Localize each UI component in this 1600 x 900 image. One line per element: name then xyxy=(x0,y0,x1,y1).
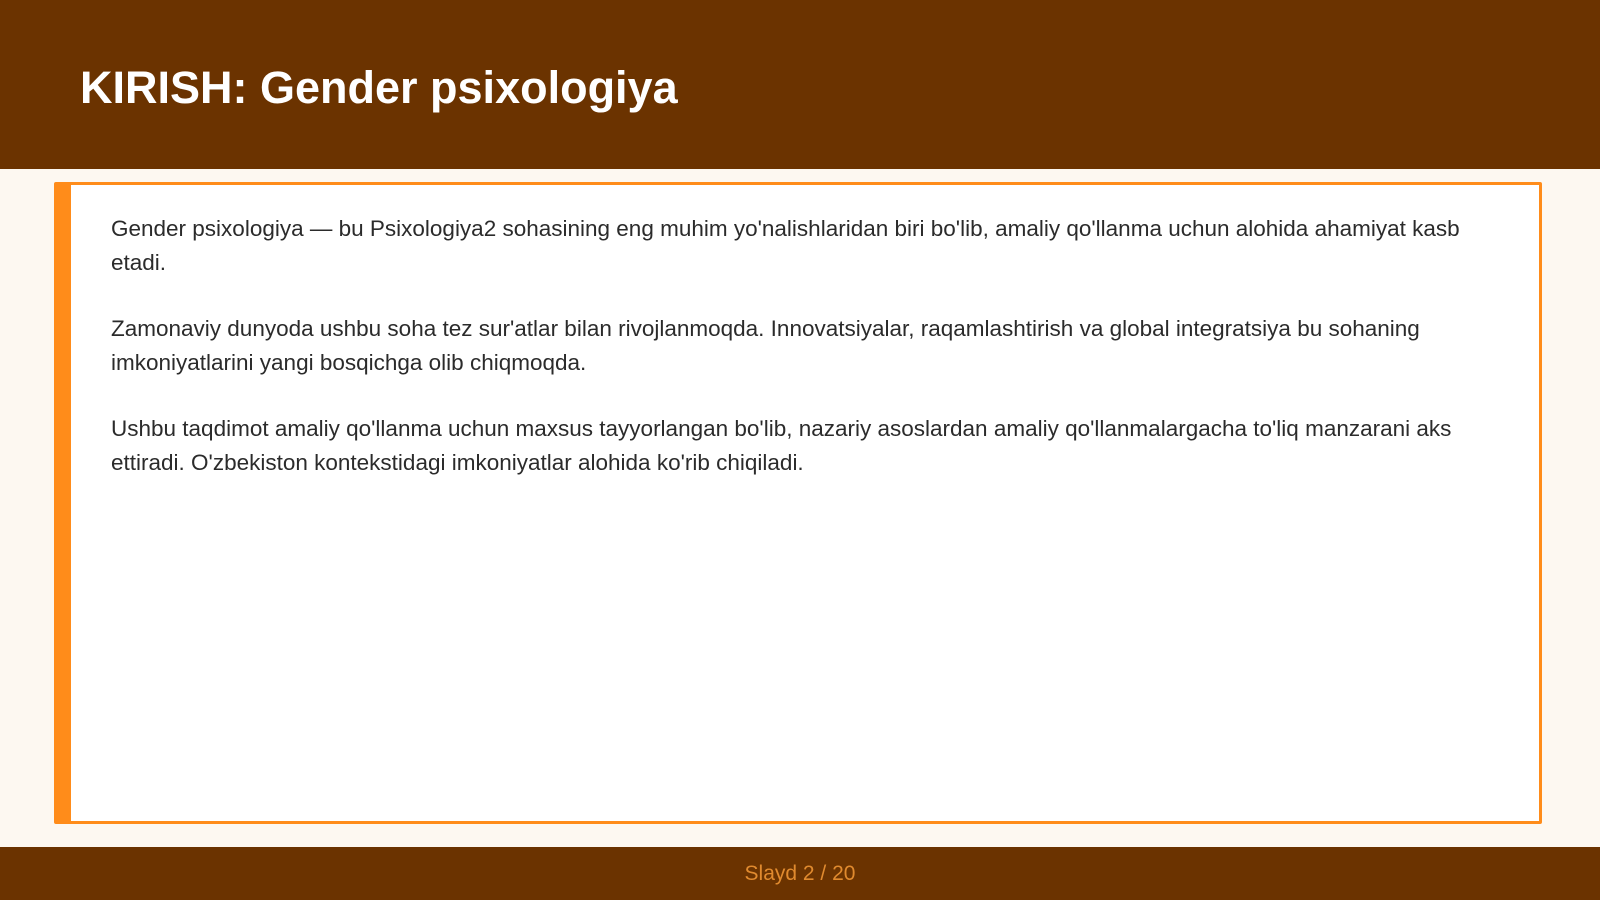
slide-counter: Slayd 2 / 20 xyxy=(744,862,856,885)
paragraph-1: Gender psixologiya — bu Psixologiya2 sohasining eng muhim yo'nalishlaridan biri bo'lib, amaliy qo'llanma uchun alohida ahamiyat kasb etadi. xyxy=(111,216,1460,275)
paragraph-3: Ushbu taqdimot amaliy qo'llanma uchun maxsus tayyorlangan bo'lib, nazariy asoslardan amaliy qo'llanmalargacha to'liq manzarani aks ettiradi. O'zbekiston kontekstidagi imkoniyatlar alohida ko'rib chiqiladi. xyxy=(111,416,1452,475)
slide-header xyxy=(0,0,1600,169)
content-card xyxy=(54,182,1542,824)
paragraph-2: Zamonaviy dunyoda ushbu soha tez sur'atlar bilan rivojlanmoqda. Innovatsiyalar, raqamlashtirish va global integratsiya bu sohaning imkoniyatlarini yangi bosqichga olib chiqmoqda. xyxy=(111,316,1420,375)
slide-title: KIRISH: Gender psixologiya xyxy=(80,62,678,113)
slide-footer xyxy=(0,847,1600,900)
